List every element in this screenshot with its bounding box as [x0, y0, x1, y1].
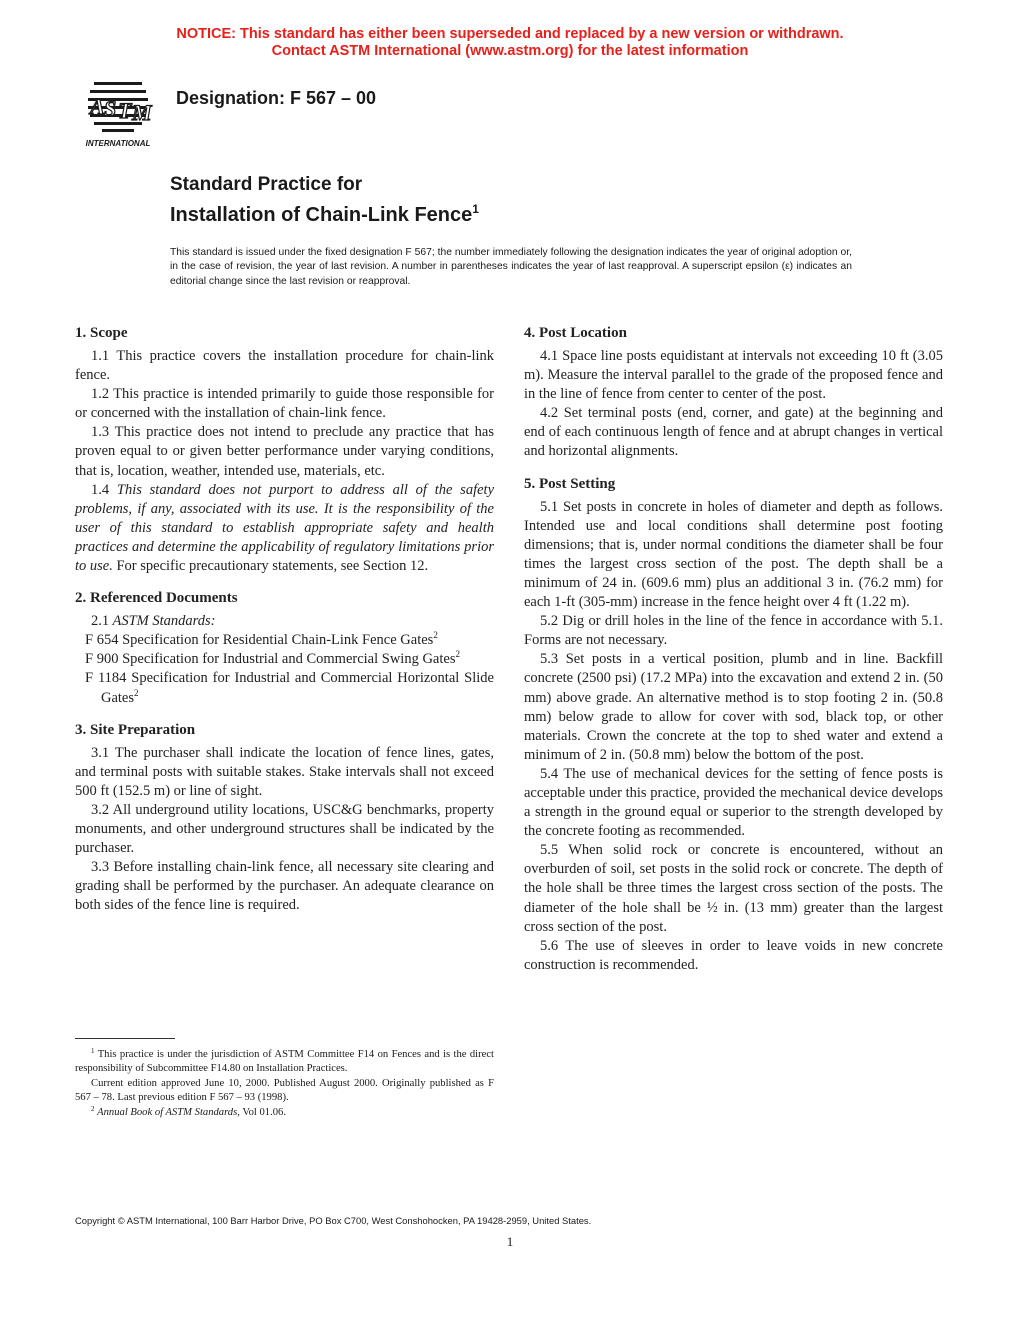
scope-p3: 1.3 This practice does not intend to preclude any practice that has proven equal to or given better performance under varying conditions, that is, location, weather, intended use, materials, etc.: [75, 424, 494, 479]
setting-p1: 5.1 Set posts in concrete in holes of diameter and depth as follows. Intended use and local conditions shall determine post footing dimensions; that is, under normal conditions the diameter shall be four times the largest cross section of the post. The depth shall be a minimum of 24 in. (609.6 mm) plus an additional 3 in. (76.2 mm) for each 1-ft (305-mm) increase in the fence height over 4 ft (1.22 m).: [524, 498, 943, 611]
scope-p1: 1.1 This practice covers the installation procedure for chain-link fence.: [75, 348, 494, 384]
notice-line-1: NOTICE: This standard has either been superseded and replaced by a new version or withdrawn.: [176, 26, 844, 42]
footnote-divider: [75, 1038, 175, 1039]
location-p1: 4.1 Space line posts equidistant at intervals not exceeding 10 ft (3.05 m). Measure the interval parallel to the grade of the proposed fence and in the line of fence from center to center of the post.: [524, 348, 943, 403]
site-p2: 3.2 All underground utility locations, USC&G benchmarks, property monuments, and other underground structures shall be indicated by the purchaser.: [75, 801, 494, 857]
section-site-preparation: [75, 721, 494, 916]
footnote-1-mark: 1: [91, 1047, 95, 1055]
setting-heading: 5. Post Setting: [524, 475, 616, 492]
notice-line-2: Contact ASTM International (www.astm.org) for the latest information: [271, 43, 749, 59]
refdocs-subhead: [75, 612, 494, 631]
footnote-1-edition: Current edition approved June 10, 2000. Published August 2000. Originally published as F 567 – 78. Last previous edition F 567 – 93 (1998).: [75, 1077, 494, 1104]
footnote-2: [75, 1106, 494, 1120]
astm-logo-icon: [76, 74, 160, 150]
ref-f654-text: F 654 Specification for Residential Chain-Link Fence Gates: [85, 632, 434, 649]
scope-p4-num: 1.4: [91, 481, 110, 498]
title-footnote-mark: 1: [472, 202, 479, 216]
setting-p2: 5.2 Dig or drill holes in the line of the fence in accordance with 5.1. Forms are not necessary.: [524, 613, 943, 649]
section-referenced-documents: [75, 589, 494, 707]
footnote-2-tail: , Vol 01.06.: [237, 1106, 286, 1118]
ref-item-f900: [75, 650, 494, 669]
footnote-1: [75, 1048, 494, 1077]
setting-p5: 5.5 When solid rock or concrete is encountered, without an overburden of soil, set posts in the solid rock or concrete. The depth of the hole shall be three times the largest cross section of the posts. The diameter of the hole shall be ½ in. (13 mm) greater than the largest cross section of the post.: [524, 842, 943, 935]
document-title: [170, 174, 479, 228]
setting-p6: 5.6 The use of sleeves in order to leave voids in new concrete construction is recommended.: [524, 937, 943, 973]
left-column: [75, 324, 494, 928]
refdocs-heading: 2. Referenced Documents: [75, 590, 238, 607]
logo-subtext: INTERNATIONAL: [85, 139, 151, 148]
ref-f900-fn: 2: [455, 649, 460, 660]
ref-item-f654: [75, 631, 494, 650]
designation: Designation: F 567 – 00: [176, 88, 377, 108]
setting-p3: 5.3 Set posts in a vertical position, plumb and in line. Backfill concrete (2500 psi) (17.2 MPa) into the excavation and extend 2 in. (50 mm) above grade. An alternative method is to stop footing 2 in. (50.8 mm) below grade to allow for cover with sod, black top, or other materials. Crown the concrete at the top to shed water and extend a minimum of 2 in. (50.8 mm) below the bottom of the post.: [524, 651, 943, 763]
logo-letter-m: M: [132, 100, 152, 125]
scope-p4: [75, 481, 494, 576]
ref-item-f1184: [75, 669, 494, 707]
ref-f900-text: F 900 Specification for Industrial and Commercial Swing Gates: [85, 651, 456, 668]
page-number: 1: [506, 1234, 514, 1249]
setting-p4: 5.4 The use of mechanical devices for the setting of fence posts is acceptable under this practice, provided the mechanical device develops a strength in the ground equal or superior to the strength developed by the concrete footing as recommended.: [524, 765, 943, 840]
refdocs-sub-label: ASTM Standards:: [112, 613, 216, 630]
site-heading: 3. Site Preparation: [75, 721, 196, 738]
location-heading: 4. Post Location: [524, 325, 627, 341]
refdocs-sub-num: 2.1: [91, 613, 110, 630]
logo-letter-s: S: [104, 96, 117, 121]
footnotes: [75, 1048, 494, 1120]
notice-banner: [0, 26, 1020, 60]
ref-f654-fn: 2: [433, 630, 438, 641]
scope-p4-tail: For specific precautionary statements, see Section 12.: [116, 558, 429, 575]
site-p3: 3.3 Before installing chain-link fence, all necessary site clearing and grading shall be performed by the purchaser. An adequate clearance on both sides of the fence line is required.: [75, 859, 494, 914]
scope-p2: 1.2 This practice is intended primarily to guide those responsible for or concerned with the installation of chain-link fence.: [75, 386, 494, 422]
scope-p4-italic: This standard does not purport to address all of the safety problems, if any, associated with its use. It is the responsibility of the user of this standard to establish appropriate safety and health practices and determine the applicability of regulatory limitations prior to use.: [75, 481, 495, 575]
scope-heading: 1. Scope: [75, 325, 128, 341]
copyright: Copyright © ASTM International, 100 Barr Harbor Drive, PO Box C700, West Conshohocken, PA 19428-2959, United States.: [75, 1215, 592, 1226]
title-text: Installation of Chain-Link Fence: [170, 204, 473, 226]
ref-f1184-fn: 2: [134, 687, 139, 698]
footnote-1-text: This practice is under the jurisdiction of ASTM Committee F14 on Fences and is the direct responsibility of Subcommittee F14.80 on Installation Practices.: [75, 1049, 494, 1075]
astm-logo: [76, 74, 160, 150]
section-post-location: [524, 324, 943, 462]
ref-f1184-text: F 1184 Specification for Industrial and Commercial Horizontal Slide Gates: [85, 670, 494, 706]
section-scope: [75, 324, 494, 576]
title-line-2: [170, 196, 479, 228]
intro-paragraph: This standard is issued under the fixed designation F 567; the number immediately following the designation indicates the year of original adoption or, in the case of revision, the year of last revision. A number in parentheses indicates the year of last reapproval. A superscript epsilon (ε) indicates an editorial change since the last revision or reapproval.: [170, 247, 852, 287]
location-p2: 4.2 Set terminal posts (end, corner, and gate) at the beginning and end of each continuous length of fence and at abrupt changes in vertical and horizontal alignments.: [524, 405, 943, 460]
footnote-2-mark: 2: [91, 1104, 95, 1113]
site-p1: 3.1 The purchaser shall indicate the location of fence lines, gates, and terminal posts with suitable stakes. Stake intervals shall not exceed 500 ft (152.5 m) or line of sight.: [75, 744, 494, 799]
section-post-setting: [524, 475, 943, 975]
footnote-2-title: Annual Book of ASTM Standards: [97, 1106, 238, 1118]
right-column: [524, 324, 943, 988]
title-line-1: Standard Practice for: [170, 174, 363, 195]
logo-letter-a: A: [90, 94, 105, 119]
logo-letter-t: T: [118, 98, 132, 123]
